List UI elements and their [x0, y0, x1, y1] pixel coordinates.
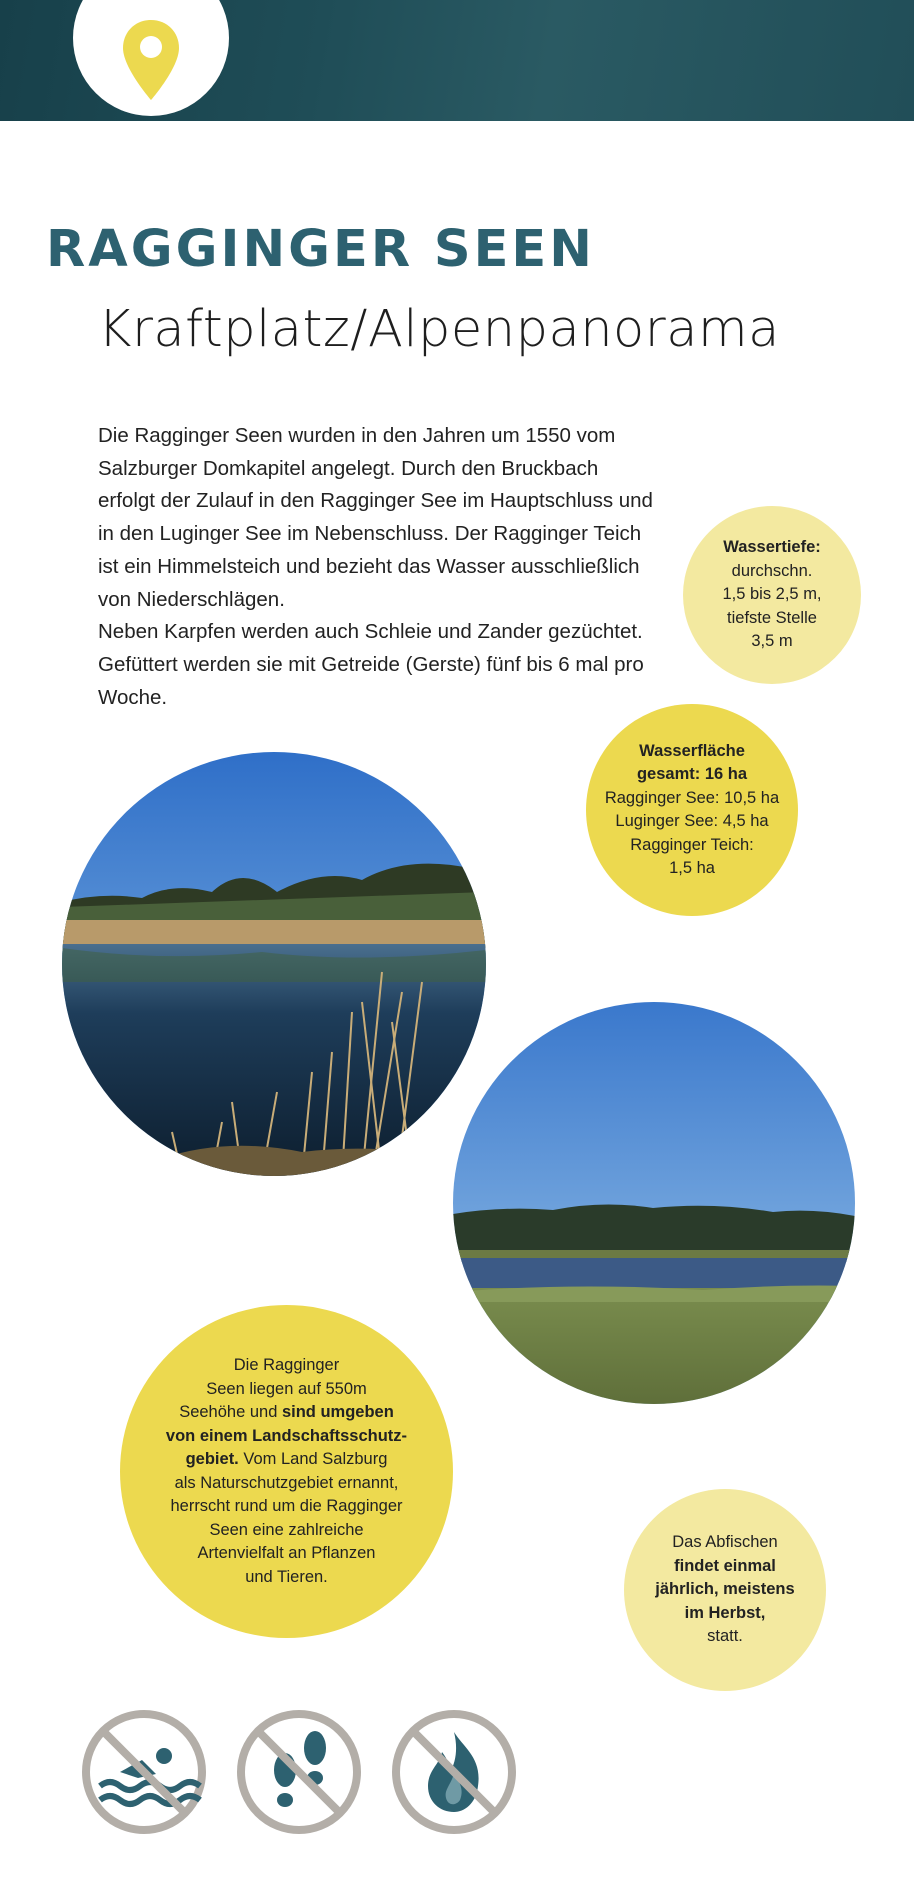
area-line: 1,5 ha: [669, 859, 715, 877]
nature-line: Artenvielfalt an Pflanzen: [197, 1544, 376, 1562]
nature-line: Vom Land Salzburg: [238, 1450, 388, 1468]
depth-info-circle: [683, 506, 861, 684]
no-walking-icon: [235, 1708, 363, 1836]
no-fire-icon: [390, 1708, 518, 1836]
fishing-line-bold: im Herbst,: [684, 1603, 766, 1622]
nature-line: als Naturschutzgebiet ernannt,: [174, 1473, 399, 1492]
description-paragraph-2: Neben Karpfen werden auch Schleie und Zander gezüchtet. Gefüttert werden sie mit Getreide (Gerste) fünf bis 6 mal pro Woche.: [98, 620, 644, 709]
no-swimming-icon: [80, 1708, 208, 1836]
description-text: [98, 420, 658, 714]
area-info-circle: [586, 704, 798, 916]
fishing-info-circle: [624, 1489, 826, 1691]
nature-line: Seen eine zahlreiche: [209, 1520, 364, 1539]
depth-line: durchschn.: [731, 561, 813, 580]
nature-line: Seehöhe und: [179, 1403, 282, 1421]
nature-info-circle: [120, 1305, 453, 1638]
nature-line-bold: von einem Landschaftsschutz-: [165, 1426, 408, 1445]
depth-line: 3,5 m: [751, 632, 793, 651]
nature-line: Die Ragginger: [233, 1356, 340, 1374]
depth-line: tiefste Stelle: [727, 608, 817, 627]
page-title: RAGGINGER SEEN: [46, 220, 595, 279]
area-line: Luginger See: 4,5 ha: [615, 812, 769, 830]
fishing-line: statt.: [707, 1627, 743, 1646]
depth-line: 1,5 bis 2,5 m,: [722, 585, 822, 604]
area-line: Ragginger Teich:: [630, 835, 754, 854]
area-label: Wasserfläche: [639, 741, 745, 760]
area-total: gesamt: 16 ha: [636, 765, 748, 783]
nature-line: herrscht rund um die Ragginger: [170, 1497, 403, 1515]
description-paragraph-1: Die Ragginger Seen wurden in den Jahren um 1550 vom Salzburger Domkapitel angelegt. Durch den Bruckbach erfolgt der Zulauf in den Ragginger See im Hauptschluss und in den Luginger See im Nebenschluss. Der Ragginger Teich ist ein Himmelsteich und bezieht das Wasser ausschließlich von Niederschlägen.: [98, 424, 653, 611]
map-pin-icon: [121, 18, 181, 102]
nature-line: und Tieren.: [245, 1567, 328, 1586]
lake-meadow-photo: [453, 1002, 855, 1404]
fishing-line-bold: findet einmal: [674, 1556, 776, 1575]
area-line: Ragginger See: 10,5 ha: [604, 788, 780, 807]
fishing-line-bold: jährlich, meistens: [655, 1580, 795, 1599]
page-subtitle: Kraftplatz/Alpenpanorama: [98, 300, 780, 359]
lake-reeds-photo: [62, 752, 486, 1176]
depth-label: Wassertiefe:: [723, 538, 821, 557]
fishing-line: Das Abfischen: [672, 1533, 778, 1552]
nature-line-bold: sind umgeben: [281, 1403, 394, 1421]
nature-line-bold: gebiet.: [185, 1450, 239, 1468]
nature-line: Seen liegen auf 550m: [206, 1379, 367, 1398]
